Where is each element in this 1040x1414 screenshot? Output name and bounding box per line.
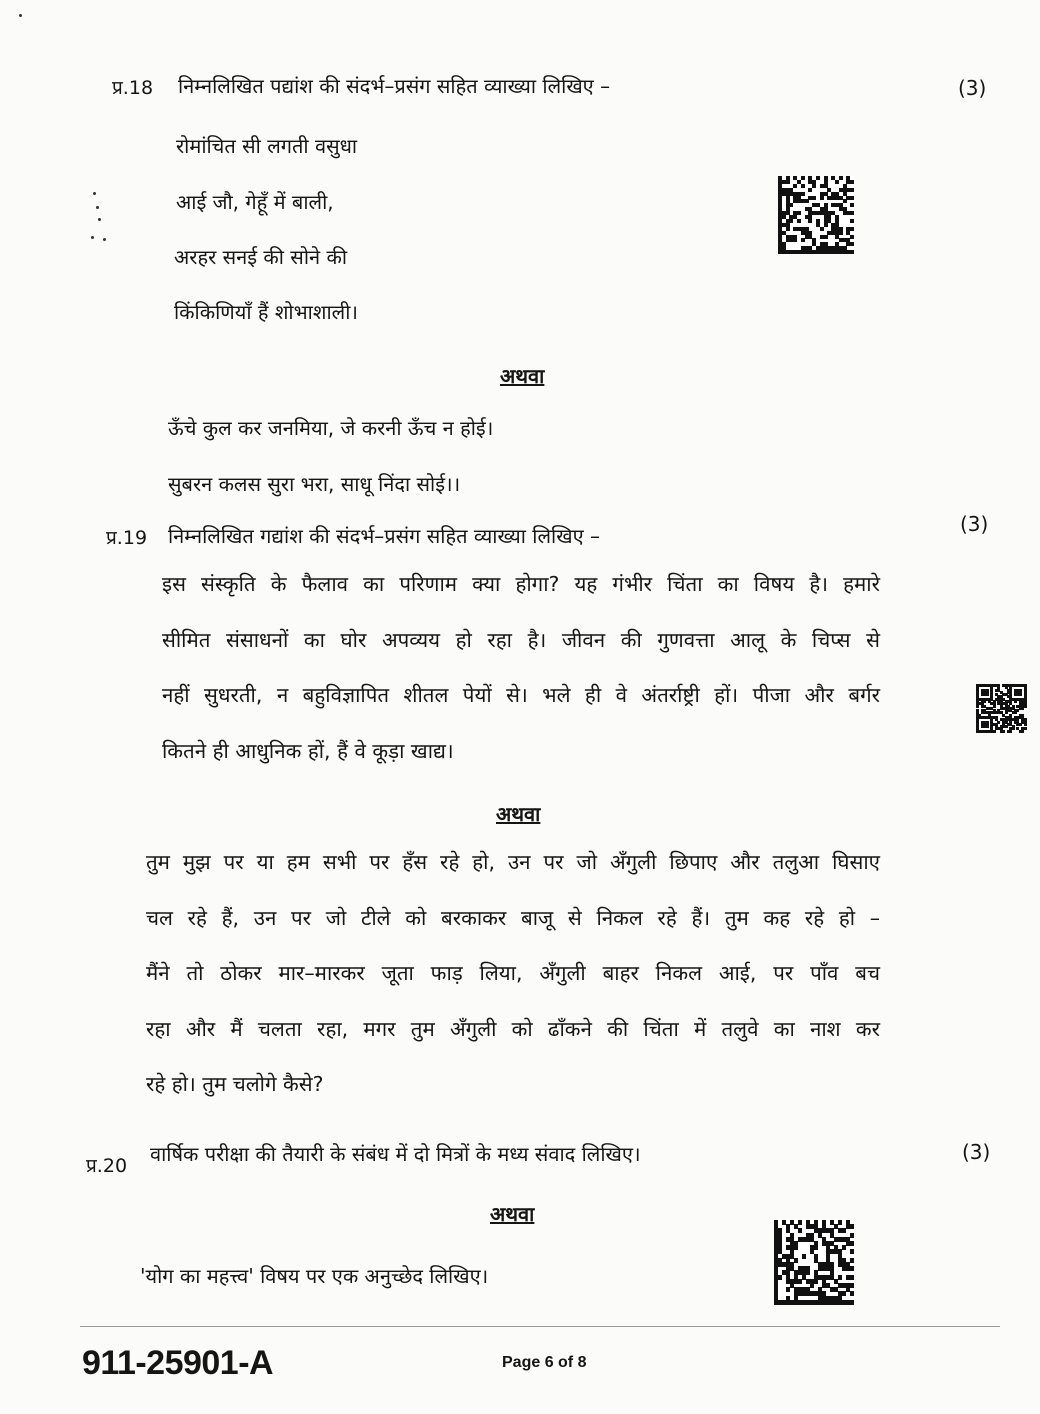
code-module [798,1228,802,1233]
code-module [801,192,805,196]
passage-line: तुम मुझ पर या हम सभी पर हँस रहे हो, उन पर जो अँगुली छिपाए और तलुआ घिसाए [146,850,880,874]
code-module [850,1249,854,1254]
qr-code-icon [976,684,1026,732]
datamatrix-barcode-icon [774,1220,854,1304]
code-module [1024,723,1027,726]
code-module [1014,700,1017,703]
doha-line: सुबरन कलस सुरा भरा, साधू निंदा सोई।। [168,472,461,496]
code-module [820,227,824,231]
code-module [1019,723,1022,726]
code-module [786,1287,790,1292]
code-module [805,199,809,203]
prose-passage [162,557,880,779]
code-module [850,203,854,207]
question-18-marks: (3) [958,76,987,100]
poem-line: रोमांचित सी लगती वसुधा [176,134,358,158]
code-module [842,1291,846,1296]
code-module [808,188,812,192]
code-module [814,1245,818,1250]
datamatrix-barcode-icon [778,176,854,254]
code-module [1021,707,1024,710]
code-module [839,176,843,180]
paper-code: 911-25901-A [82,1344,274,1382]
poem-line: किंकिणियाँ हैं शोभाशाली। [174,300,358,324]
code-module [820,196,824,200]
code-module [850,227,854,231]
code-module [839,231,843,235]
code-module [801,184,805,188]
question-number-19: प्र.19 [106,527,148,549]
code-module [793,238,797,242]
code-module [850,235,854,239]
poem-line: आई जौ, गेहूँ में बाली, [176,190,334,214]
code-module [797,219,801,223]
poem-line: अरहर सनई की सोने की [174,245,348,269]
code-module [798,1279,802,1284]
code-module [986,693,989,696]
code-module [850,188,854,192]
passage-line: सीमित संसाधनों का घोर अपव्यय हो रहा है। जीवन की गुणवत्ता आलू के चिप्स से [162,627,880,652]
code-module [850,211,854,215]
code-module [1019,693,1022,696]
or-heading: अथवा [496,802,541,826]
code-module [986,725,989,728]
code-module [850,196,854,200]
question-number-20: प्र.20 [86,1155,128,1177]
question-18-prompt: निम्नलिखित पद्यांश की संदर्भ–प्रसंग सहित व्याख्या लिखिए – [178,74,611,98]
code-module [786,180,790,184]
passage-line: मैंने तो ठोकर मार–मारकर जूता फाड़ लिया, अँगुली बाहर निकल आई, पर पाँव बच [146,961,880,985]
code-module [802,1254,806,1259]
code-module [1009,730,1012,733]
code-module [850,1233,854,1238]
question-20-alt-prompt: 'योग का महत्त्व' विषय पर एक अनुच्छेद लिखिए। [140,1264,489,1288]
code-module [850,1241,854,1246]
code-module [850,180,854,184]
question-19-prompt: निम्नलिखित गद्यांश की संदर्भ–प्रसंग सहित व्याख्या लिखिए – [168,524,601,548]
code-module [976,705,979,708]
code-module [797,211,801,215]
code-module [850,1258,854,1263]
code-module [786,227,790,231]
code-module [806,1270,810,1275]
code-module [850,1300,854,1305]
code-module [778,1275,782,1280]
code-module [850,1283,854,1288]
code-module [838,1220,842,1225]
code-module [824,223,828,227]
passage-line: रहे हो। तुम चलोगे कैसे? [146,1072,324,1096]
code-module [816,176,820,180]
code-module [793,184,797,188]
code-module [1014,711,1017,714]
code-module [850,250,854,254]
code-module [838,1275,842,1280]
code-module [812,196,816,200]
code-module [789,219,793,223]
code-module [810,1283,814,1288]
code-module [850,1266,854,1271]
footer-divider [80,1326,1000,1327]
code-module [794,1258,798,1263]
code-module [812,184,816,188]
alt-prose-passage [146,835,880,1113]
code-module [824,235,828,239]
passage-line: कितने ही आधुनिक हों, हैं वे कूड़ा खाद्य। [162,738,454,763]
code-module [798,1220,802,1225]
question-19-marks: (3) [960,512,989,536]
code-module [842,1245,846,1250]
passage-line: रहा और मैं चलता रहा, मगर तुम अँगुली को ढाँकने की चिंता में तलुवे का नाश कर [146,1016,880,1041]
question-20-prompt: वार्षिक परीक्षा की तैयारी के संबंध में दो मित्रों के मध्य संवाद लिखिए। [150,1142,641,1166]
or-heading: अथवा [500,364,545,388]
code-module [801,238,805,242]
code-module [835,180,839,184]
page-number: Page 6 of 8 [502,1354,587,1371]
code-module [808,219,812,223]
question-20-marks: (3) [962,1140,991,1164]
code-module [993,730,996,733]
code-module [843,199,847,203]
code-module [1021,730,1024,733]
passage-line: नहीं सुधरती, न बहुविज्ञापित शीतल पेयों से। भले ही वे अंतर्राष्ट्री हों। पीजा और बर्गर [162,683,880,707]
doha-line: ऊँचे कुल कर जनमिया, जे करनी ऊँच न होई। [168,416,494,440]
code-module [850,219,854,223]
code-module [801,176,805,180]
code-module [794,1245,798,1250]
code-module [850,242,854,246]
passage-line: चल रहे हैं, उन पर जो टीले को बरकाकर बाजू से निकल रहे हैं। तुम कह रहे हो – [146,905,880,930]
code-module [842,1228,846,1233]
code-module [850,1275,854,1280]
code-module [789,203,793,207]
question-number-18: प्र.18 [112,77,154,99]
code-module [1005,725,1008,728]
code-module [814,1279,818,1284]
code-module [850,1291,854,1296]
or-heading: अथवा [490,1202,535,1226]
passage-line: इस संस्कृति के फैलाव का परिणाम क्या होगा? यह गंभीर चिंता का विषय है। हमारे [162,572,880,596]
code-module [850,1224,854,1229]
code-module [1002,730,1005,733]
